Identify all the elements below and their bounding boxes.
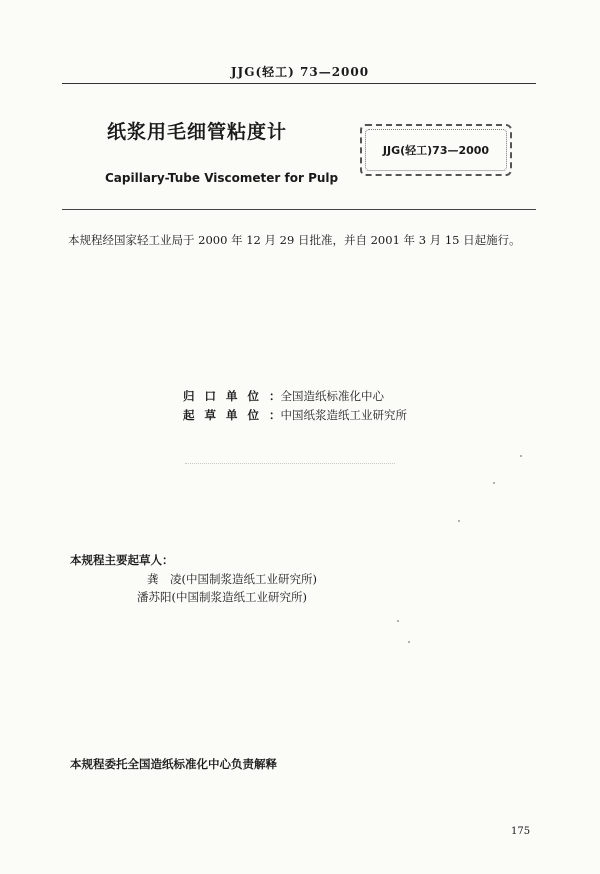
standard-code-header: JJG(轻工) 73—2000 <box>230 65 370 79</box>
faint-show-through-line <box>185 463 395 464</box>
unit-label-drafting: 起草单位 <box>183 408 269 422</box>
page-number: 175 <box>511 826 531 837</box>
scan-speck <box>520 455 522 457</box>
unit-row-centralized <box>183 385 384 404</box>
scan-speck <box>408 641 410 643</box>
unit-row-drafting <box>183 404 407 423</box>
header-rule <box>62 83 536 84</box>
unit-label-centralized: 归口单位 <box>183 389 269 403</box>
unit-separator: ： <box>269 408 281 422</box>
scan-speck <box>458 520 460 522</box>
standard-code-stamp <box>360 124 512 176</box>
scan-speck <box>493 482 495 484</box>
document-title-english: Capillary-Tube Viscometer for Pulp <box>105 171 339 185</box>
drafters-heading: 本规程主要起草人： <box>70 553 174 567</box>
document-title-chinese: 纸浆用毛细管粘度计 <box>107 121 288 143</box>
title-separator-rule <box>62 209 536 210</box>
approval-statement: 本规程经国家轻工业局于 2000 年 12 月 29 日批准，并自 2001 年 3 月 15 日起施行。 <box>68 233 521 247</box>
unit-value-drafting: 中国纸浆造纸工业研究所 <box>280 408 407 422</box>
interpretation-statement: 本规程委托全国造纸标准化中心负责解释 <box>70 757 277 771</box>
unit-value-centralized: 全国造纸标准化中心 <box>280 389 384 403</box>
drafter-entry: 潘苏阳(中国制浆造纸工业研究所) <box>137 590 307 604</box>
scan-speck <box>397 620 399 622</box>
drafter-entry: 龚 凌(中国制浆造纸工业研究所) <box>147 572 317 586</box>
stamp-code-text: JJG(轻工)73—2000 <box>382 144 490 157</box>
unit-separator: ： <box>269 389 281 403</box>
